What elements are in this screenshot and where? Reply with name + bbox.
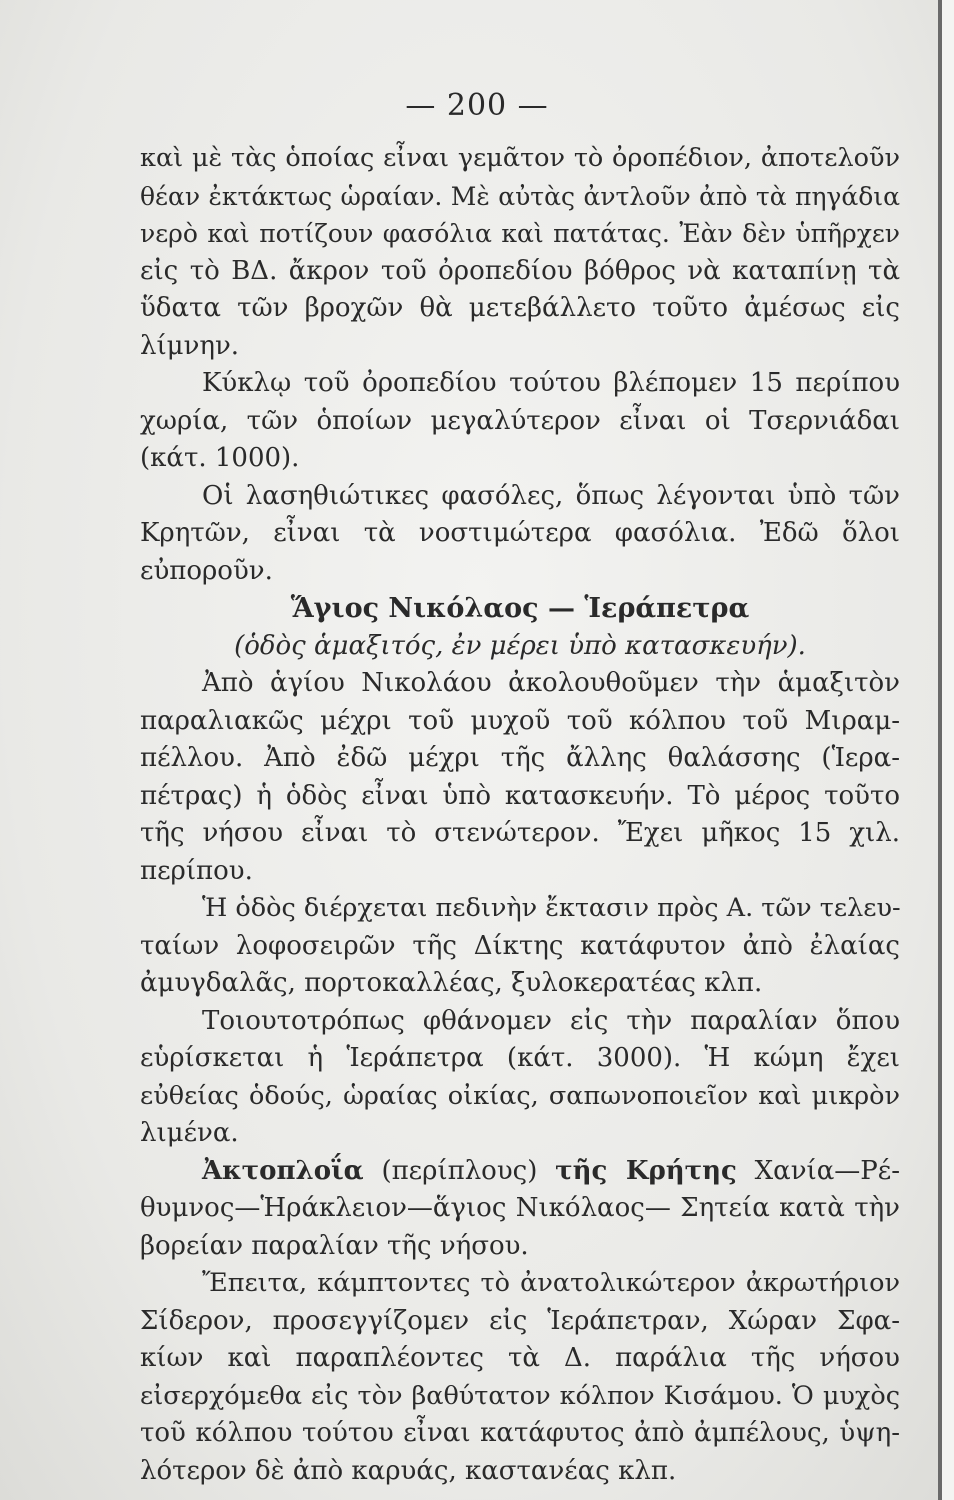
text-line: χωρία, τῶν ὁποίων μεγαλύτερον εἶναι οἱ Τσερνιάδαι: [140, 405, 900, 436]
text-line: εἰσερχόμεθα εἰς τὸν βαθύτατον κόλπον Κισάμου. Ὁ μυχὸς: [140, 1380, 900, 1411]
text-line: Κύκλῳ τοῦ ὀροπεδίου τούτου βλέπομεν 15 περίπου: [202, 368, 900, 398]
text-line: πέτρας) ἡ ὁδὸς εἶναι ὑπὸ κατασκευήν. Τὸ μέρος τοῦτο: [140, 780, 900, 811]
text-line: τῆς νήσου εἶναι τὸ στενώτερον. Ἔχει μῆκος 15 χιλ.: [140, 818, 900, 848]
text-line: Ἡ ὁδὸς διέρχεται πεδινὴν ἔκτασιν πρὸς Α. τῶν τελευ-: [202, 893, 901, 923]
page-number: — 200 —: [405, 88, 549, 123]
text-line: Οἱ λασηθιώτικες φασόλες, ὅπως λέγονται ὑπὸ τῶν: [202, 480, 900, 511]
text-line: λιμένα.: [140, 1118, 239, 1148]
text-line-aktoploia: [140, 1153, 900, 1191]
text-line: Ἀπὸ ἁγίου Νικολάου ἀκολουθοῦμεν τὴν ἁμαξιτὸν: [202, 668, 900, 698]
body-text: [140, 140, 900, 1490]
text-line: λότερον δὲ ἀπὸ καρυάς, καστανέας κλπ.: [140, 1455, 677, 1486]
section-heading: Ἅγιος Νικόλαος — Ἱεράπετρα: [290, 593, 750, 624]
text-line: πέλλου. Ἀπὸ ἐδῶ μέχρι τῆς ἄλλης θαλάσσης (Ἱερα-: [140, 743, 900, 773]
periplous-note: (περίπλους): [381, 1155, 538, 1186]
text-line: λίμνην.: [140, 330, 240, 361]
text-line: θέαν ἐκτάκτως ὡραίαν. Μὲ αὐτὰς ἀντλοῦν ἀπὸ τὰ πηγάδια: [140, 181, 900, 211]
text-line: ταίων λοφοσειρῶν τῆς Δίκτης κατάφυτον ἀπὸ ἐλαίας: [140, 930, 900, 961]
section-subheading: (ὁδὸς ἁμαξιτός, ἐν μέρει ὑπὸ κατασκευήν).: [234, 630, 806, 661]
text-line: Τοιουτοτρόπως φθάνομεν εἰς τὴν παραλίαν ὅπου: [202, 1005, 900, 1036]
text-line: εἰς τὸ ΒΔ. ἄκρον τοῦ ὀροπεδίου βόθρος νὰ καταπίνῃ τὰ: [140, 255, 900, 286]
text-line: ὕδατα τῶν βροχῶν θὰ μετεβάλλετο τοῦτο ἀμέσως εἰς: [140, 293, 900, 323]
aktoploia-term: Ἀκτοπλοΐα: [202, 1155, 364, 1186]
text-line: νερὸ καὶ ποτίζουν φασόλια καὶ πατάτας. Ἐὰν δὲν ὑπῆρχεν: [140, 219, 900, 248]
text-line: Ἔπειτα, κάμπτοντες τὸ ἀνατολικώτερον ἀκρωτήριον: [202, 1268, 900, 1298]
text-line: θυμνος—Ἡράκλειον—ἅγιος Νικόλαος— Σητεία κατὰ τὴν: [140, 1193, 900, 1223]
text-line: (κάτ. 1000).: [140, 443, 300, 473]
text-line: εὐποροῦν.: [140, 555, 273, 586]
page-edge: [942, 0, 954, 1500]
text-line: περίπου.: [140, 855, 253, 886]
text-line: ἀμυγδαλᾶς, πορτοκαλλέας, ξυλοκερατέας κλπ.: [140, 968, 763, 998]
route-start: Χανία—Ρέ-: [754, 1155, 901, 1186]
text-line: εὑρίσκεται ἡ Ἱεράπετρα (κάτ. 3000). Ἡ κώμη ἔχει: [140, 1043, 900, 1073]
text-line: εὐθείας ὁδούς, ὡραίας οἰκίας, σαπωνοποιεῖον καὶ μικρὸν: [140, 1080, 900, 1111]
tis-kritis-term: τῆς Κρήτης: [555, 1155, 737, 1186]
text-line: βορείαν παραλίαν τῆς νήσου.: [140, 1230, 529, 1261]
text-line: τοῦ κόλπου τούτου εἶναι κατάφυτος ἀπὸ ἀμπέλους, ὑψη-: [140, 1418, 900, 1448]
text-line: Σίδερον, προσεγγίζομεν εἰς Ἱεράπετραν, Χώραν Σφα-: [140, 1305, 900, 1336]
text-line: κίων καὶ παραπλέοντες τὰ Δ. παράλια τῆς νήσου: [140, 1343, 900, 1373]
text-line: Κρητῶν, εἶναι τὰ νοστιμώτερα φασόλια. Ἐδῶ ὅλοι: [140, 518, 900, 548]
text-line: παραλιακῶς μέχρι τοῦ μυχοῦ τοῦ κόλπου τοῦ Μιραμ-: [140, 705, 900, 736]
text-line: καὶ μὲ τὰς ὁποίας εἶναι γεμᾶτον τὸ ὀροπέδιον, ἀποτελοῦν: [140, 143, 900, 173]
